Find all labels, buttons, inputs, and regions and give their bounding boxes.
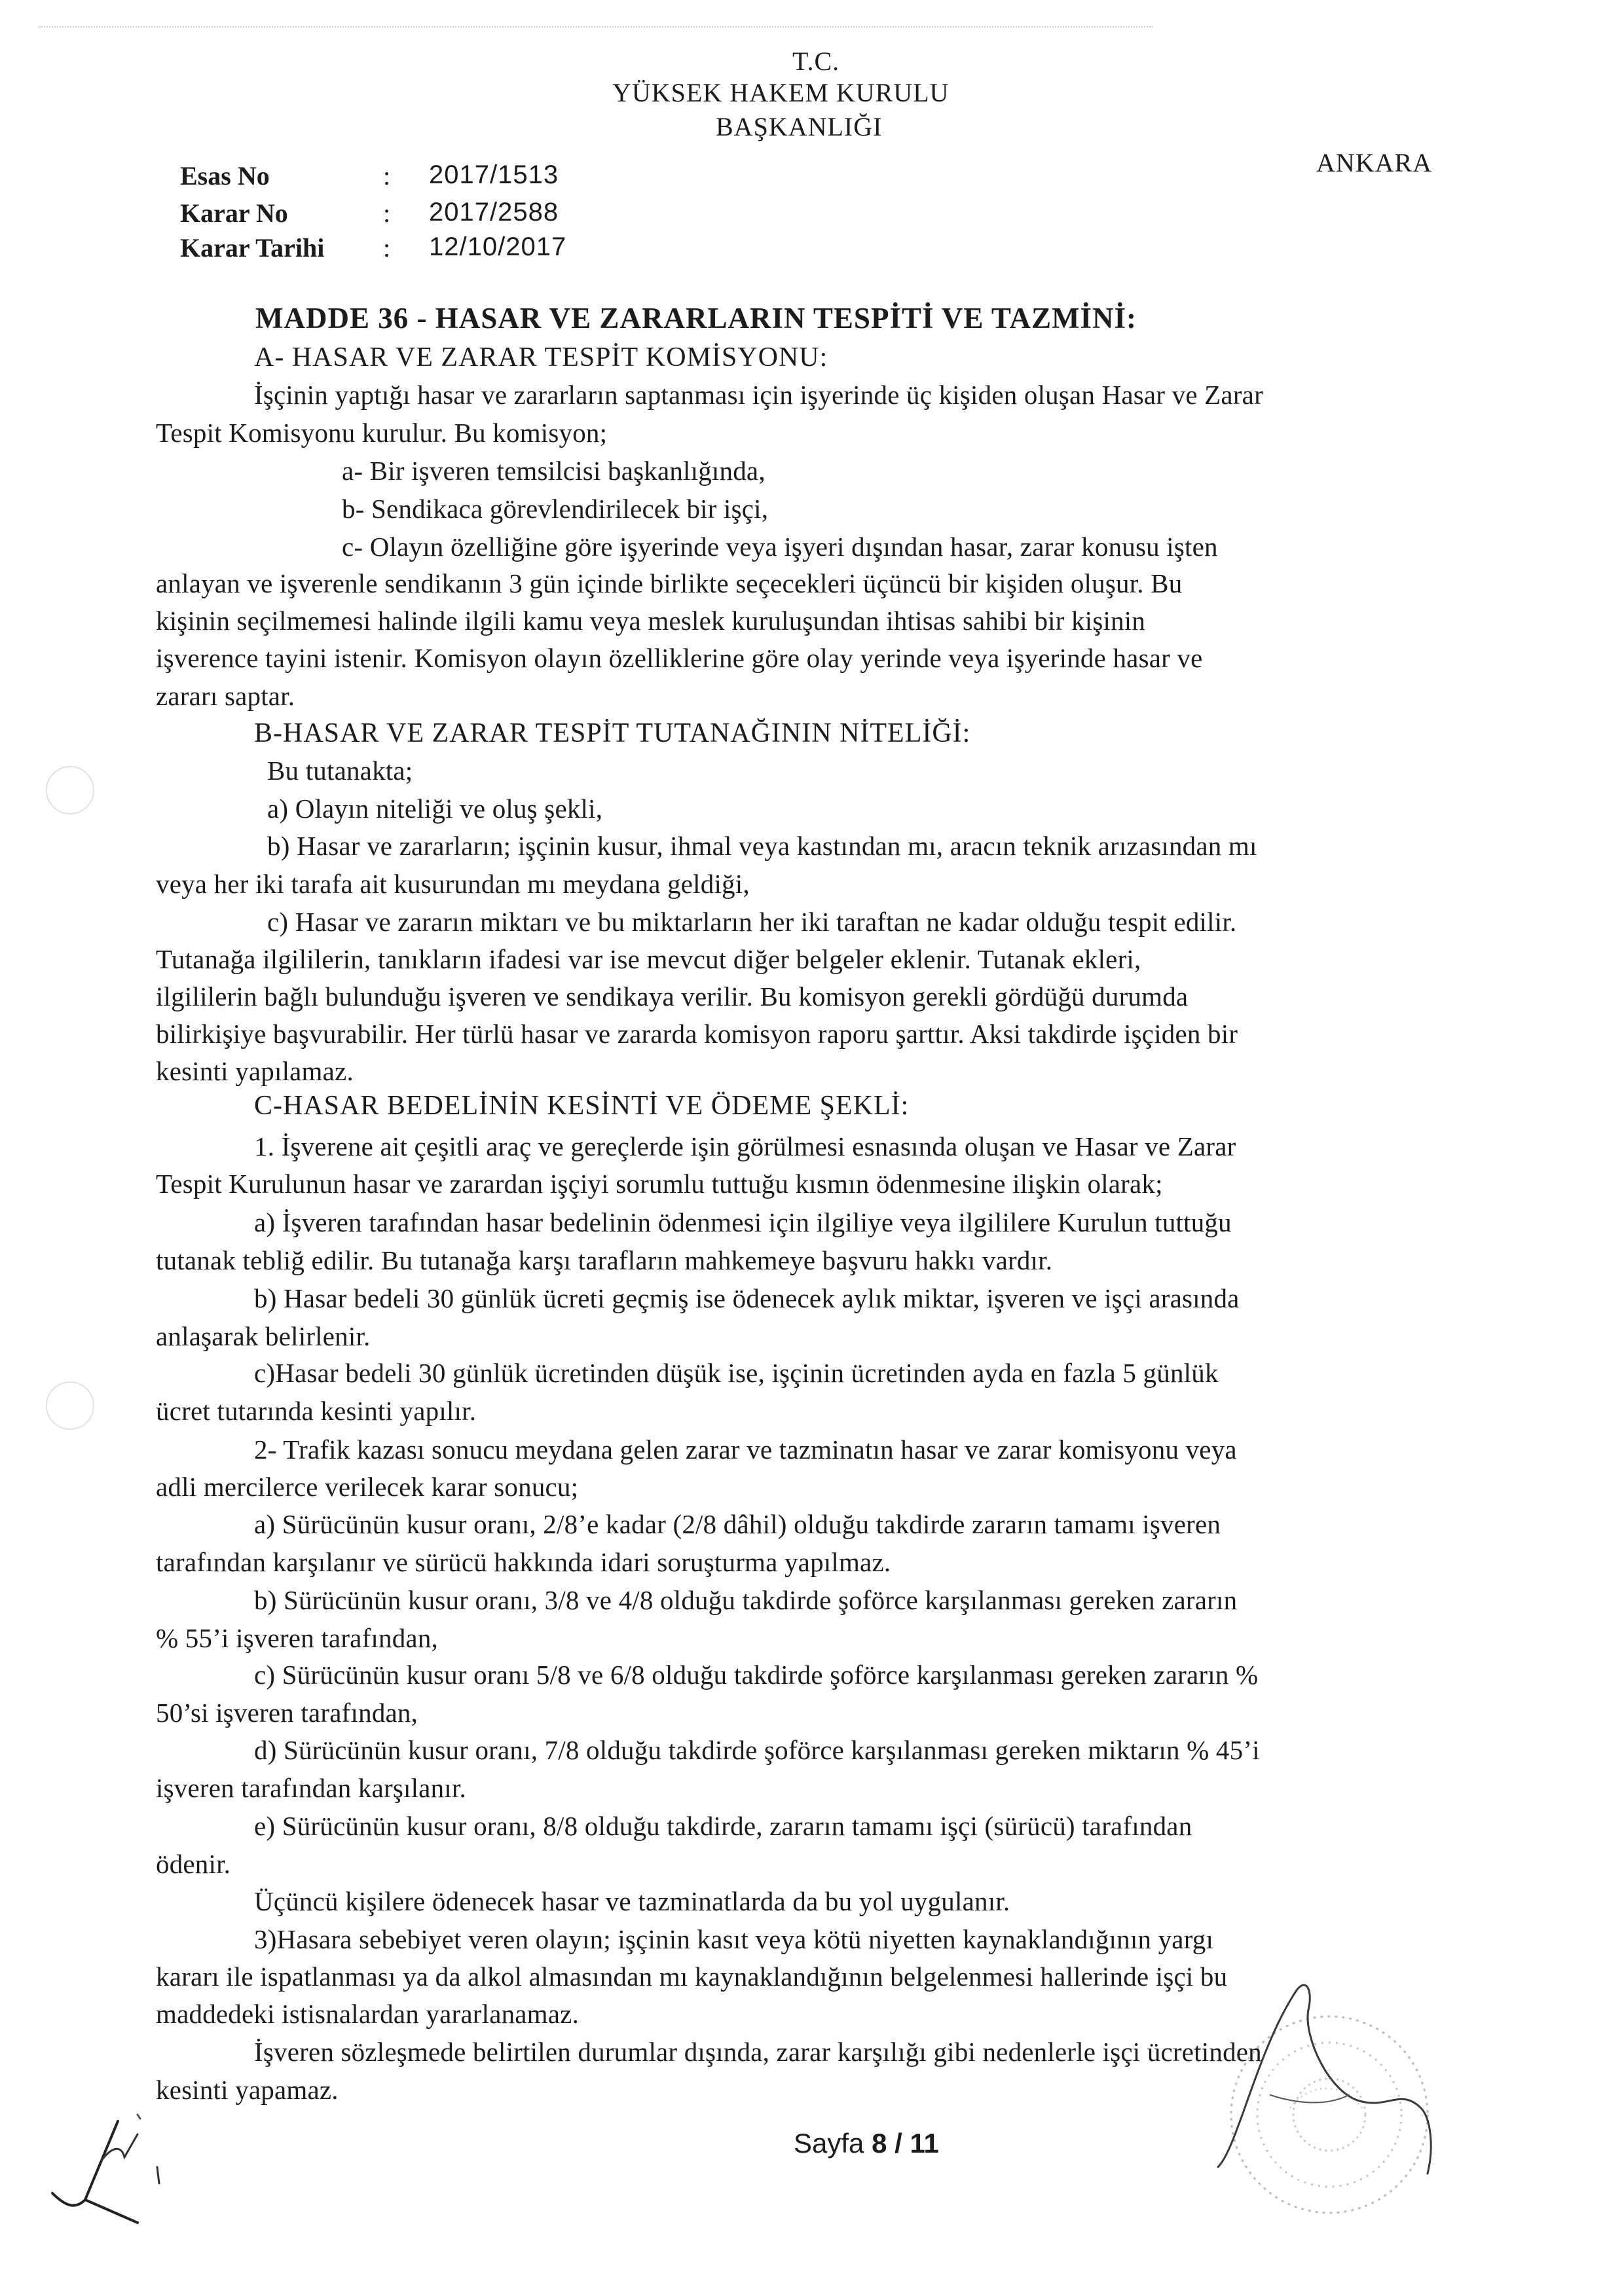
body-line: zararı saptar. xyxy=(156,681,295,711)
header-city: ANKARA xyxy=(1316,148,1433,177)
body-line: İşveren sözleşmede belirtilen durumlar dışında, zarar karşılığı gibi nedenlerle işçi ücretinden xyxy=(254,2037,1262,2067)
section-heading-b: B-HASAR VE ZARAR TESPİT TUTANAĞININ NİTELİĞİ: xyxy=(254,718,971,748)
body-line: kararı ile ispatlanması ya da alkol almasından mı kaynaklandığının belgelenmesi hallerinde işçi bu xyxy=(156,1961,1228,1992)
list-item: c)Hasar bedeli 30 günlük ücretinden düşük ise, işçinin ücretinden ayda en fazla 5 günlük xyxy=(254,1358,1219,1388)
meta-value: 2017/1513 xyxy=(429,160,559,189)
list-item: 2- Trafik kazası sonucu meydana gelen zarar ve tazminatın hasar ve zarar komisyonu veya xyxy=(254,1434,1237,1465)
body-line: bilirkişiye başvurabilir. Her türlü hasar ve zararda komisyon raporu şarttır. Aksi takdirde işçiden bir xyxy=(156,1019,1238,1049)
meta-value: 12/10/2017 xyxy=(429,232,567,261)
body-line: işverence tayini istenir. Komisyon olayın özelliklerine göre olay yerinde veya işyerinde hasar ve xyxy=(156,643,1203,673)
scan-artifact-line xyxy=(39,26,1153,27)
page-total: 11 xyxy=(910,2128,939,2159)
list-item: d) Sürücünün kusur oranı, 7/8 olduğu takdirde şoförce karşılanması gereken miktarın % 45’i xyxy=(254,1735,1260,1765)
body-line: kesinti yapılamaz. xyxy=(156,1056,354,1086)
list-item: a- Bir işveren temsilcisi başkanlığında, xyxy=(342,456,766,486)
list-item: b) Hasar bedeli 30 günlük ücreti geçmiş ise ödenecek aylık miktar, işveren ve işçi arasında xyxy=(254,1283,1240,1313)
body-line: kesinti yapamaz. xyxy=(156,2075,339,2105)
section-heading-a: A- HASAR VE ZARAR TESPİT KOMİSYONU: xyxy=(254,342,828,373)
body-line: % 55’i işveren tarafından, xyxy=(156,1623,438,1653)
list-item: 3)Hasara sebebiyet veren olayın; işçinin kasıt veya kötü niyetten kaynaklandığının yargı xyxy=(254,1924,1214,1954)
body-line: anlaşarak belirlenir. xyxy=(156,1321,371,1351)
body-line: kişinin seçilmemesi halinde ilgili kamu veya meslek kuruluşundan ihtisas sahibi bir kişinin xyxy=(156,606,1146,636)
page-number xyxy=(794,2128,939,2159)
list-item: c) Sürücünün kusur oranı 5/8 ve 6/8 olduğu takdirde şoförce karşılanması gereken zararın % xyxy=(254,1660,1259,1690)
meta-colon: : xyxy=(383,161,391,191)
meta-label: Karar Tarihi xyxy=(180,233,325,263)
handwritten-initials xyxy=(39,2095,196,2226)
body-line: İşçinin yaptığı hasar ve zararların saptanması için işyerinde üç kişiden oluşan Hasar ve Zarar xyxy=(254,380,1263,410)
meta-value: 2017/2588 xyxy=(429,198,559,227)
list-item: a) İşveren tarafından hasar bedelinin ödenmesi için ilgiliye veya ilgililere Kurulun tuttuğu xyxy=(254,1207,1232,1237)
body-line: anlayan ve işverenle sendikanın 3 gün içinde birlikte seçecekleri üçüncü bir kişiden oluşur. Bu xyxy=(156,568,1183,598)
page-separator: / xyxy=(895,2128,902,2159)
meta-label: Karar No xyxy=(180,198,288,228)
official-stamp xyxy=(1192,1951,1454,2226)
list-item: a) Olayın niteliği ve oluş şekli, xyxy=(267,793,603,824)
punch-hole-top xyxy=(46,766,94,814)
meta-label: Esas No xyxy=(180,161,270,191)
body-line: adli mercilerce verilecek karar sonucu; xyxy=(156,1472,579,1502)
punch-hole-bottom xyxy=(46,1381,94,1430)
body-line: ücret tutarında kesinti yapılır. xyxy=(156,1396,477,1426)
article-title: MADDE 36 - HASAR VE ZARARLARIN TESPİTİ VE TAZMİNİ: xyxy=(255,302,1137,335)
body-line: 50’si işveren tarafından, xyxy=(156,1698,418,1728)
header-office: BAŞKANLIĞI xyxy=(716,112,883,141)
body-line: Tespit Kurulunun hasar ve zarardan işçiyi sorumlu tuttuğu kısmın ödenmesine ilişkin olarak; xyxy=(156,1169,1163,1199)
body-line: tarafından karşılanır ve sürücü hakkında idari soruşturma yapılmaz. xyxy=(156,1547,891,1577)
page-current: 8 xyxy=(872,2128,887,2159)
body-line: Tespit Komisyonu kurulur. Bu komisyon; xyxy=(156,418,608,448)
list-item: c) Hasar ve zararın miktarı ve bu miktarların her iki taraftan ne kadar olduğu tespit edilir. xyxy=(267,907,1237,937)
list-item: e) Sürücünün kusur oranı, 8/8 olduğu takdirde, zararın tamamı işçi (sürücü) tarafından xyxy=(254,1811,1192,1841)
body-line: Tutanağa ilgililerin, tanıkların ifadesi var ise mevcut diğer belgeler eklenir. Tutanak ekleri, xyxy=(156,944,1141,974)
section-heading-c: C-HASAR BEDELİNİN KESİNTİ VE ÖDEME ŞEKLİ: xyxy=(254,1091,910,1121)
body-line: Üçüncü kişilere ödenecek hasar ve tazminatlarda da bu yol uygulanır. xyxy=(254,1886,1010,1916)
list-item: b) Sürücünün kusur oranı, 3/8 ve 4/8 olduğu takdirde şoförce karşılanması gereken zararın xyxy=(254,1585,1238,1615)
meta-colon: : xyxy=(383,198,391,228)
header-institution: YÜKSEK HAKEM KURULU xyxy=(612,78,950,107)
meta-colon: : xyxy=(383,233,391,263)
list-item: c- Olayın özelliğine göre işyerinde veya işyeri dışından hasar, zarar konusu işten xyxy=(342,532,1218,562)
page-word: Sayfa xyxy=(794,2128,864,2159)
body-line: Bu tutanakta; xyxy=(267,756,413,786)
body-line: işveren tarafından karşılanır. xyxy=(156,1773,466,1803)
body-line: ödenir. xyxy=(156,1849,231,1879)
header-country: T.C. xyxy=(792,46,840,76)
body-line: tutanak tebliğ edilir. Bu tutanağa karşı tarafların mahkemeye başvuru hakkı vardır. xyxy=(156,1245,1053,1275)
body-line: ilgililerin bağlı bulunduğu işveren ve sendikaya verilir. Bu komisyon gerekli gördüğü durumda xyxy=(156,981,1189,1011)
body-line: maddedeki istisnalardan yararlanamaz. xyxy=(156,1999,580,2029)
list-item: b- Sendikaca görevlendirilecek bir işçi, xyxy=(342,494,769,524)
list-item: 1. İşverene ait çeşitli araç ve gereçlerde işin görülmesi esnasında oluşan ve Hasar ve Zarar xyxy=(254,1131,1236,1161)
body-line: veya her iki tarafa ait kusurundan mı meydana geldiği, xyxy=(156,869,750,899)
list-item: a) Sürücünün kusur oranı, 2/8’e kadar (2/8 dâhil) olduğu takdirde zararın tamamı işveren xyxy=(254,1509,1221,1539)
list-item: b) Hasar ve zararların; işçinin kusur, ihmal veya kastından mı, aracın teknik arızasından mı xyxy=(267,831,1257,861)
